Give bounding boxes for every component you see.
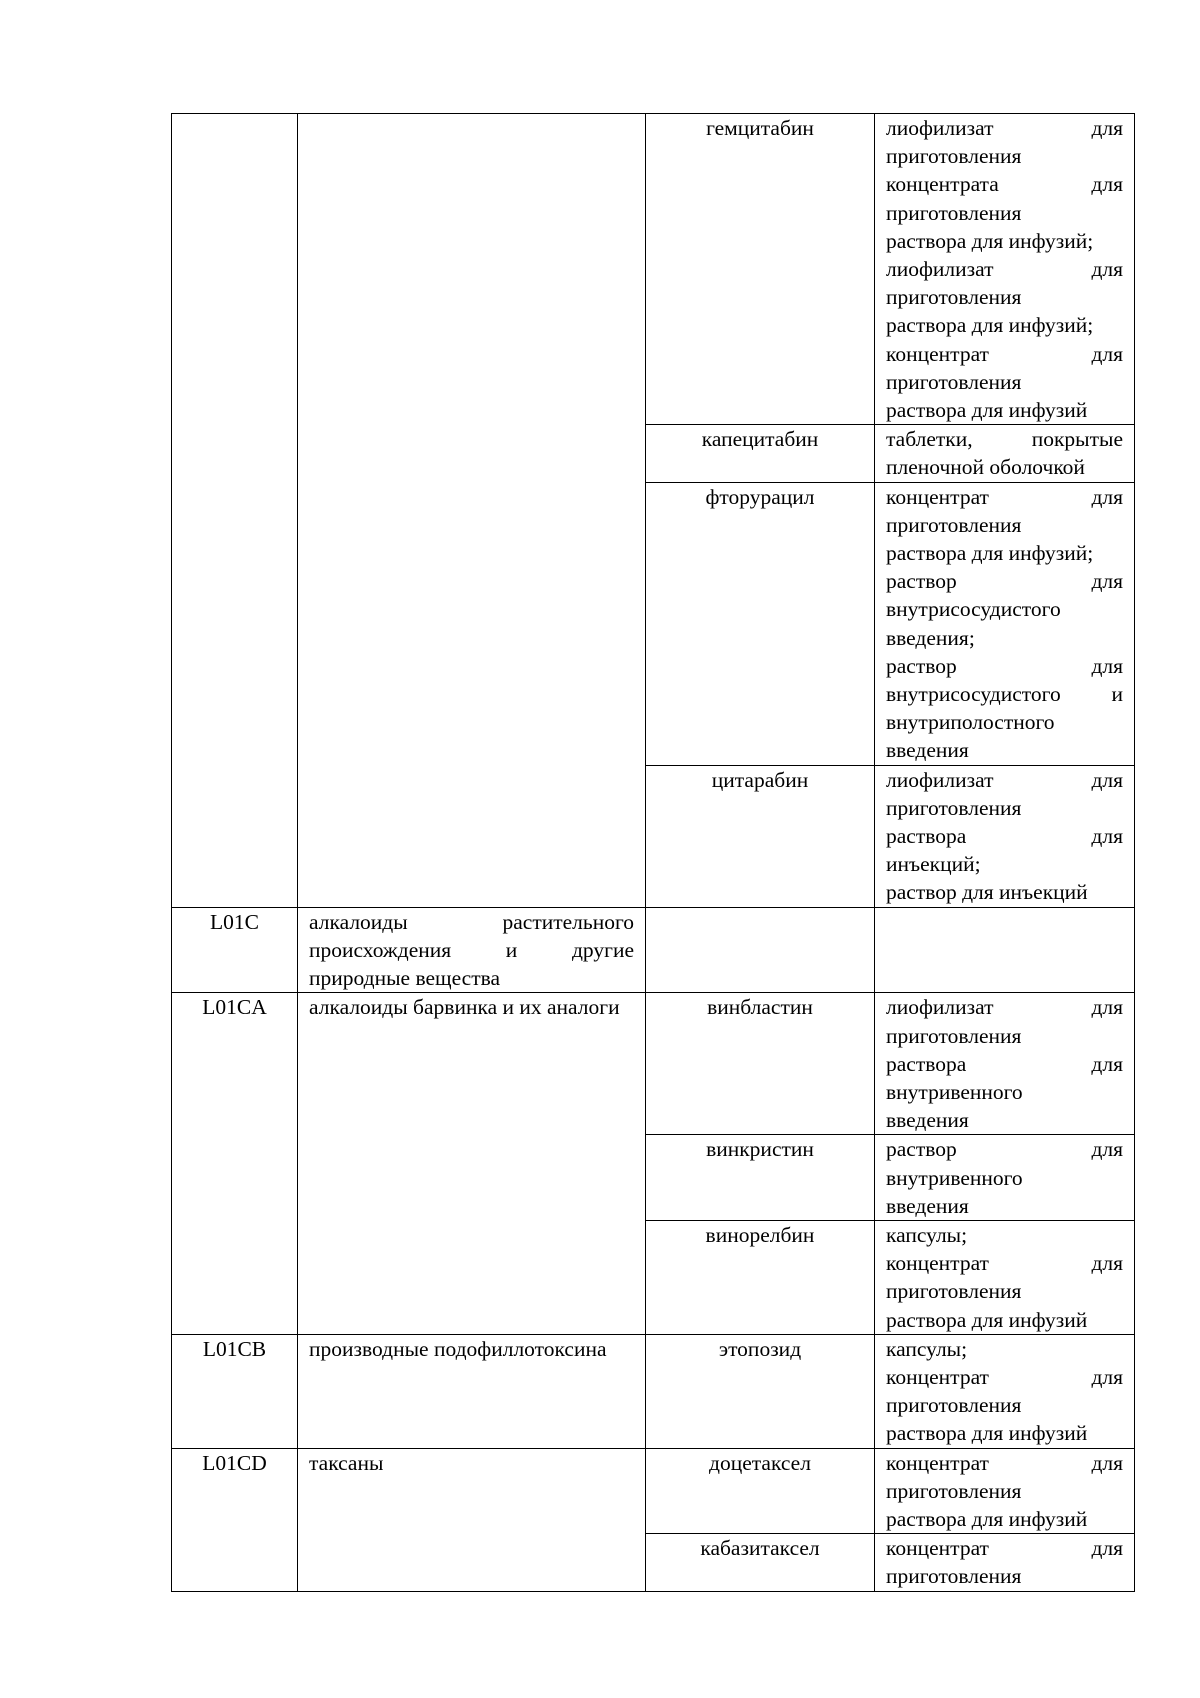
- dosage-form-cell: концентрат для приготовления: [875, 1534, 1135, 1591]
- drug-name-cell: гемцитабин: [646, 114, 875, 425]
- dosage-form-cell: таблетки, покрытые пленочной оболочкой: [875, 425, 1135, 482]
- dosage-form-cell: раствор для внутривенного введения: [875, 1135, 1135, 1221]
- table-row: [172, 907, 1135, 993]
- dosage-form-cell: лиофилизат для приготовления раствора для внутривенного введения: [875, 993, 1135, 1135]
- drug-name-cell: этопозид: [646, 1334, 875, 1448]
- drug-name-cell: винорелбин: [646, 1220, 875, 1334]
- atc-code-cell: [172, 114, 298, 908]
- drug-name-cell: цитарабин: [646, 765, 875, 907]
- atc-code-cell: L01CA: [172, 993, 298, 1334]
- atc-code-cell: L01CB: [172, 1334, 298, 1448]
- table-row: [172, 1334, 1135, 1448]
- group-name-cell: алкалоиды барвинка и их аналоги: [298, 993, 646, 1334]
- dosage-form-cell: лиофилизат для приготовления раствора для инъекций; раствор для инъекций: [875, 765, 1135, 907]
- group-name-cell: производные подофиллотоксина: [298, 1334, 646, 1448]
- drug-name-cell: винкристин: [646, 1135, 875, 1221]
- drug-name-cell: капецитабин: [646, 425, 875, 482]
- group-name-cell: алкалоиды растительного происхождения и другие природные вещества: [298, 907, 646, 993]
- atc-code-cell: L01C: [172, 907, 298, 993]
- atc-code-cell: L01CD: [172, 1448, 298, 1591]
- table-row: [172, 1448, 1135, 1534]
- dosage-form-cell: капсулы; концентрат для приготовления раствора для инфузий: [875, 1334, 1135, 1448]
- dosage-form-cell: [875, 907, 1135, 993]
- dosage-form-cell: лиофилизат для приготовления концентрата для приготовления раствора для инфузий; лиофилизат для приготовления раствора для инфузий; концентрат для приготовления раствора для инфузий: [875, 114, 1135, 425]
- drug-name-cell: кабазитаксел: [646, 1534, 875, 1591]
- dosage-form-cell: концентрат для приготовления раствора для инфузий: [875, 1448, 1135, 1534]
- dosage-form-cell: концентрат для приготовления раствора для инфузий; раствор для внутрисосудистого введения; раствор для внутрисосудистого и внутриполостного введения: [875, 482, 1135, 765]
- group-name-cell: [298, 114, 646, 908]
- dosage-form-cell: капсулы; концентрат для приготовления раствора для инфузий: [875, 1220, 1135, 1334]
- drug-table: [171, 113, 1135, 1592]
- table-row: [172, 114, 1135, 425]
- drug-name-cell: доцетаксел: [646, 1448, 875, 1534]
- table-row: [172, 993, 1135, 1135]
- drug-name-cell: [646, 907, 875, 993]
- group-name-cell: таксаны: [298, 1448, 646, 1591]
- drug-name-cell: винбластин: [646, 993, 875, 1135]
- drug-name-cell: фторурацил: [646, 482, 875, 765]
